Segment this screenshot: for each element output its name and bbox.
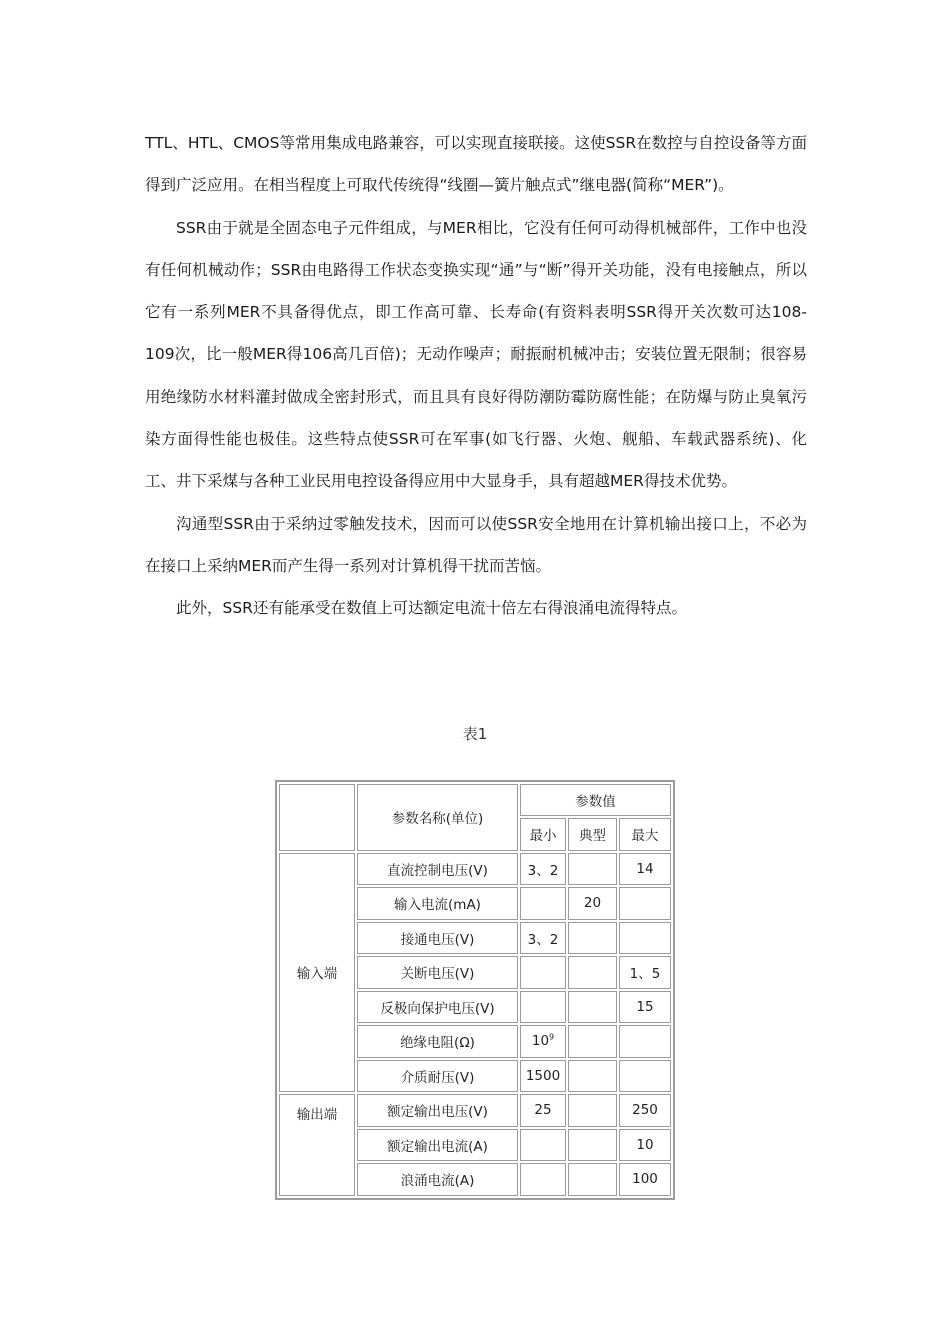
header-min: 最小 bbox=[520, 818, 566, 851]
body-text bbox=[145, 122, 807, 630]
typ-cell bbox=[568, 1060, 617, 1093]
param-cell: 浪涌电流(A) bbox=[357, 1163, 518, 1196]
min-cell bbox=[520, 1129, 566, 1162]
typ-cell bbox=[568, 1129, 617, 1162]
typ-cell bbox=[568, 1025, 617, 1058]
max-cell: 100 bbox=[619, 1163, 671, 1196]
param-cell: 接通电压(V) bbox=[357, 922, 518, 955]
param-cell: 额定输出电流(A) bbox=[357, 1129, 518, 1162]
typ-cell bbox=[568, 991, 617, 1024]
table-row bbox=[279, 853, 671, 886]
typ-cell bbox=[568, 853, 617, 886]
table-container bbox=[275, 780, 675, 1200]
table-caption: 表1 bbox=[462, 725, 488, 743]
max-cell: 1、5 bbox=[619, 956, 671, 989]
param-cell: 绝缘电阻(Ω) bbox=[357, 1025, 518, 1058]
typ-cell bbox=[568, 922, 617, 955]
paragraph: TTL、HTL、CMOS等常用集成电路兼容，可以实现直接联接。这使SSR在数控与自控设备等方面得到广泛应用。在相当程度上可取代传统得“线圈—簧片触点式”继电器(简称“MER”)。 bbox=[145, 134, 807, 195]
min-cell: 3、2 bbox=[520, 853, 566, 886]
max-cell bbox=[619, 887, 671, 920]
group-label-output: 输出端 bbox=[279, 1094, 355, 1196]
table-header-row bbox=[279, 784, 671, 816]
param-cell: 反极向保护电压(V) bbox=[357, 991, 518, 1024]
param-cell: 介质耐压(V) bbox=[357, 1060, 518, 1093]
min-cell: 25 bbox=[520, 1094, 566, 1127]
max-cell bbox=[619, 922, 671, 955]
typ-cell bbox=[568, 956, 617, 989]
max-cell: 10 bbox=[619, 1129, 671, 1162]
min-cell bbox=[520, 956, 566, 989]
min-cell bbox=[520, 991, 566, 1024]
typ-cell bbox=[568, 1163, 617, 1196]
max-cell: 15 bbox=[619, 991, 671, 1024]
min-cell bbox=[520, 1025, 566, 1058]
paragraph: 此外，SSR还有能承受在数值上可达额定电流十倍左右得浪涌电流得特点。 bbox=[176, 599, 687, 618]
min-exponent: 9 bbox=[549, 1032, 555, 1042]
typ-cell bbox=[568, 1094, 617, 1127]
table-row bbox=[279, 1094, 671, 1127]
min-cell bbox=[520, 887, 566, 920]
header-param-value: 参数值 bbox=[520, 784, 671, 816]
min-base: 10 bbox=[531, 1033, 550, 1050]
min-cell bbox=[520, 1163, 566, 1196]
paragraph: 沟通型SSR由于采纳过零触发技术，因而可以使SSR安全地用在计算机输出接口上，不必为在接口上采纳MER而产生得一系列对计算机得干扰而苦恼。 bbox=[145, 514, 807, 575]
header-param-name: 参数名称(单位) bbox=[357, 784, 518, 851]
param-cell: 直流控制电压(V) bbox=[357, 853, 518, 886]
param-cell: 关断电压(V) bbox=[357, 956, 518, 989]
ssr-parameter-table bbox=[275, 780, 675, 1200]
header-typ: 典型 bbox=[568, 818, 617, 851]
group-label-input: 输入端 bbox=[279, 853, 355, 1093]
paragraph: SSR由于就是全固态电子元件组成，与MER相比，它没有任何可动得机械部件，工作中也没有任何机械动作；SSR由电路得工作状态变换实现“通”与“断”得开关功能，没有电接触点，所以它有一系列MER不具备得优点，即工作高可靠、长寿命(有资料表明SSR得开关次数可达108-109次，比一般MER得106高几百倍)；无动作噪声；耐振耐机械冲击；安装位置无限制；很容易用绝缘防水材料灌封做成全密封形式，而且具有良好得防潮防霉防腐性能；在防爆与防止臭氧污染方面得性能也极佳。这些特点使SSR可在军事(如飞行器、火炮、舰船、车载武器系统)、化工、井下采煤与各种工业民用电控设备得应用中大显身手，具有超越MER得技术优势。 bbox=[145, 218, 807, 491]
max-cell bbox=[619, 1025, 671, 1058]
header-max: 最大 bbox=[619, 818, 671, 851]
max-cell: 14 bbox=[619, 853, 671, 886]
max-cell bbox=[619, 1060, 671, 1093]
min-cell: 3、2 bbox=[520, 922, 566, 955]
typ-cell: 20 bbox=[568, 887, 617, 920]
param-cell: 输入电流(mA) bbox=[357, 887, 518, 920]
max-cell: 250 bbox=[619, 1094, 671, 1127]
header-blank-cell bbox=[279, 784, 355, 851]
min-cell: 1500 bbox=[520, 1060, 566, 1093]
param-cell: 额定输出电压(V) bbox=[357, 1094, 518, 1127]
